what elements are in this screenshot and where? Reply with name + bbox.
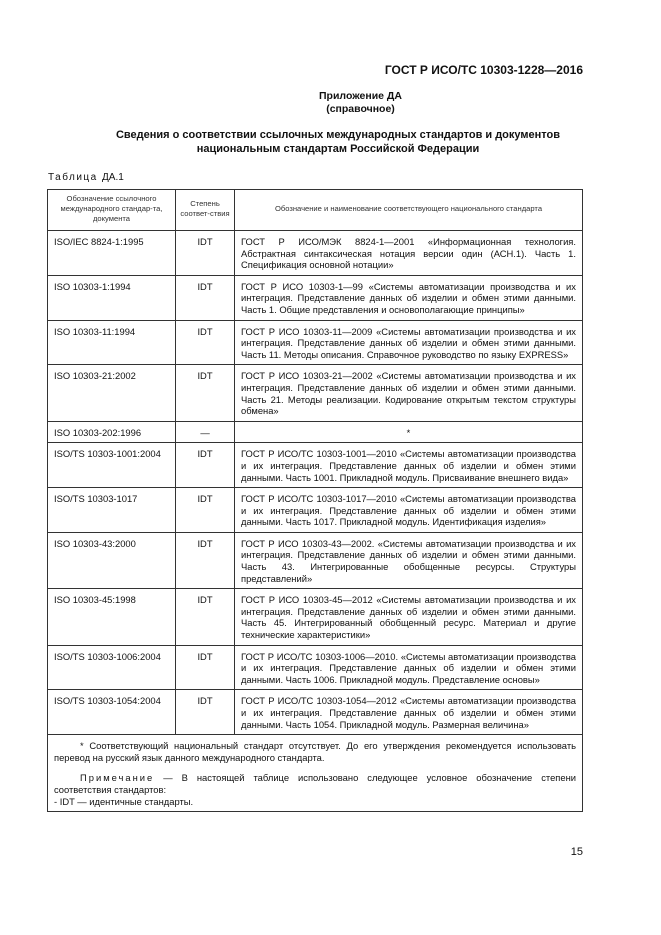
conformity-degree: IDT xyxy=(176,231,235,276)
table-body xyxy=(48,231,583,735)
annex-title: Приложение ДА xyxy=(319,90,402,102)
document-code: ГОСТ Р ИСО/ТС 10303-1228—2016 xyxy=(384,63,583,77)
annex-subtitle: (справочное) xyxy=(326,103,395,115)
table-caption-prefix: Таблица xyxy=(48,172,98,183)
standards-table xyxy=(47,189,583,812)
note-item: - IDT — идентичные стандарты. xyxy=(54,795,194,807)
national-standard: ГОСТ Р ИСО/ТС 10303-1006—2010. «Системы автоматизации производства и их интеграция. Представление данных об изделии и обмен этими данными. Часть 1006. Прикладной модуль. Представление основы» xyxy=(235,645,583,690)
table-row xyxy=(48,589,583,645)
national-standard: ГОСТ Р ИСО/ТС 10303-1001—2010 «Системы автоматизации производства и их интеграция. Представление данных об изделии и обмен этими данными. Часть 1001. Прикладной модуль. Присваивание внешнего вида» xyxy=(235,443,583,488)
national-standard: ГОСТ Р ИСО 10303-1—99 «Системы автоматизации производства и их интеграция. Представление данных об изделии и обмен этими данными. Часть 1. Общие представления и основополагающие принципы» xyxy=(235,275,583,320)
table-header-row xyxy=(48,190,583,231)
header-national-standard: Обозначение и наименование соответствующего национального стандарта xyxy=(235,190,583,231)
national-standard: ГОСТ Р ИСО 10303-45—2012 «Системы автоматизации производства и их интеграция. Представление данных об изделии и обмен этими данными. Часть 45. Интегрированный обобщенный ресурс. Материал и другие технические характеристики» xyxy=(235,589,583,645)
table-row xyxy=(48,231,583,276)
national-standard: ГОСТ Р ИСО 10303-11—2009 «Системы автоматизации производства и их интеграция. Представление данных об изделии и обмен этими данными. Часть 11. Методы описания. Справочное руководство по языку EXPRESS» xyxy=(235,320,583,365)
table-row xyxy=(48,365,583,421)
international-standard-code: ISO 10303-1:1994 xyxy=(48,275,176,320)
international-standard-code: ISO 10303-21:2002 xyxy=(48,365,176,421)
header-degree: Степень соответ-ствия xyxy=(176,190,235,231)
table-footer-row xyxy=(48,735,583,812)
national-standard: ГОСТ Р ИСО 10303-43—2002. «Системы автоматизации производства и их интеграция. Представление данных об изделии и обмен этими данными. Часть 43. Интегрированные обобщенные ресурсы. Структуры представлений» xyxy=(235,532,583,588)
table-row xyxy=(48,488,583,533)
national-standard: * xyxy=(235,421,583,443)
national-standard: ГОСТ Р ИСО/ТС 10303-1054—2012 «Системы автоматизации производства и их интеграция. Представление данных об изделии и обмен этими данными. Часть 1054. Прикладной модуль. Размерная величина» xyxy=(235,690,583,735)
conformity-degree: IDT xyxy=(176,532,235,588)
conformity-degree: IDT xyxy=(176,365,235,421)
national-standard: ГОСТ Р ИСО/МЭК 8824-1—2001 «Информационная технология. Абстрактная синтаксическая нотация версии один (АСН.1). Часть 1. Спецификация основной нотации» xyxy=(235,231,583,276)
international-standard-code: ISO 10303-43:2000 xyxy=(48,532,176,588)
international-standard-code: ISO 10303-11:1994 xyxy=(48,320,176,365)
note-text: — В настоящей таблице использовано следующее условное обозначение степени соответствия стандартов: xyxy=(54,772,576,795)
table-row xyxy=(48,421,583,443)
conformity-degree: IDT xyxy=(176,690,235,735)
conformity-degree: IDT xyxy=(176,645,235,690)
table-row xyxy=(48,690,583,735)
table-row xyxy=(48,532,583,588)
footnote: * Соответствующий национальный стандарт отсутствует. До его утверждения рекомендуется использовать перевод на русский язык данного международного стандарта. xyxy=(54,740,576,763)
note xyxy=(54,772,576,795)
note-label: Примечание xyxy=(80,772,155,784)
international-standard-code: ISO/TS 10303-1017 xyxy=(48,488,176,533)
table-row xyxy=(48,275,583,320)
conformity-degree: IDT xyxy=(176,275,235,320)
international-standard-code: ISO/TS 10303-1054:2004 xyxy=(48,690,176,735)
table-row xyxy=(48,645,583,690)
conformity-degree: IDT xyxy=(176,488,235,533)
table-caption xyxy=(48,172,124,183)
section-title: Сведения о соответствии ссылочных международных стандартов и документов национальным стандартам Российской Федерации xyxy=(115,129,561,155)
conformity-degree: IDT xyxy=(176,589,235,645)
header-international-code: Обозначение ссылочного международного стандар-та, документа xyxy=(48,190,176,231)
international-standard-code: ISO/TS 10303-1006:2004 xyxy=(48,645,176,690)
national-standard: ГОСТ Р ИСО 10303-21—2002 «Системы автоматизации производства и их интеграция. Представление данных об изделии и обмен этими данными. Часть 21. Методы реализации. Кодирование открытым текстом структуры обмена» xyxy=(235,365,583,421)
conformity-degree: IDT xyxy=(176,443,235,488)
international-standard-code: ISO/TS 10303-1001:2004 xyxy=(48,443,176,488)
international-standard-code: ISO 10303-45:1998 xyxy=(48,589,176,645)
table-caption-number: ДА.1 xyxy=(102,172,124,183)
international-standard-code: ISO 10303-202:1996 xyxy=(48,421,176,443)
annex-heading xyxy=(0,90,661,116)
table-row xyxy=(48,443,583,488)
conformity-degree: — xyxy=(176,421,235,443)
national-standard: ГОСТ Р ИСО/ТС 10303-1017—2010 «Системы автоматизации производства и их интеграция. Представление данных об изделии и обмен этими данными. Часть 1017. Прикладной модуль. Идентификация изделия» xyxy=(235,488,583,533)
international-standard-code: ISO/IEC 8824-1:1995 xyxy=(48,231,176,276)
table-footer xyxy=(48,735,583,812)
page-number: 15 xyxy=(570,846,583,858)
table-row xyxy=(48,320,583,365)
conformity-degree: IDT xyxy=(176,320,235,365)
